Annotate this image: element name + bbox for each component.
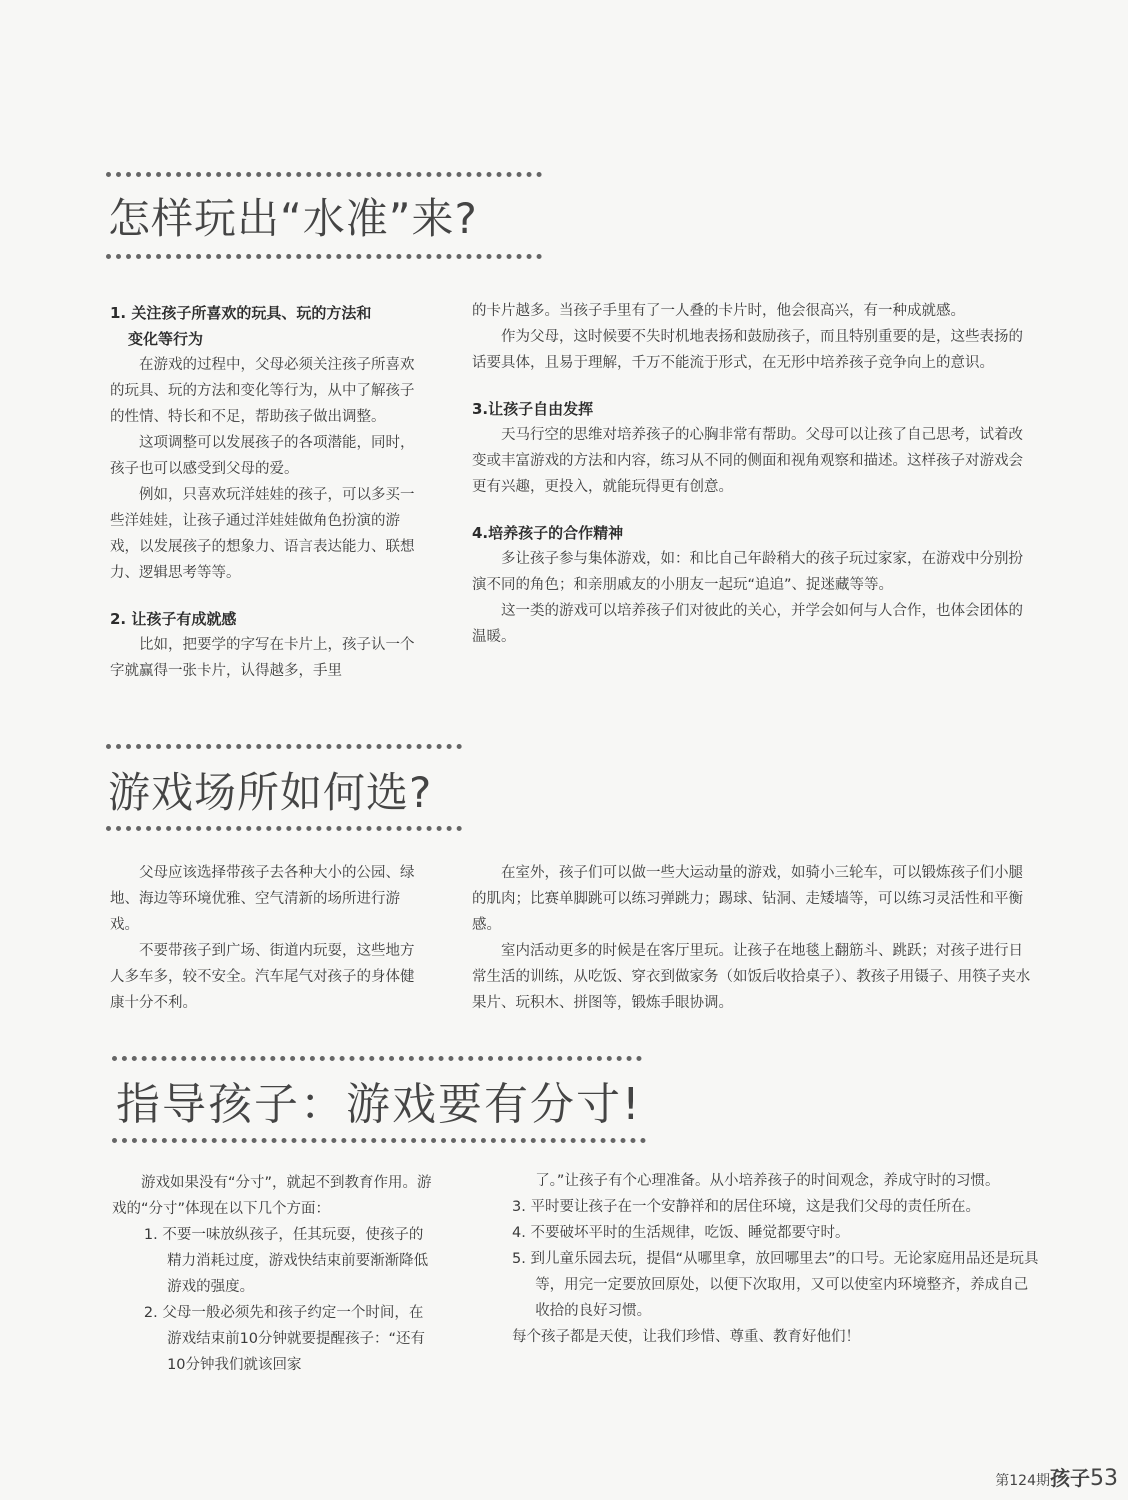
section1-left-column bbox=[110, 300, 426, 684]
closing-line: 每个孩子都是天使，让我们珍惜、尊重、教育好他们！ bbox=[512, 1329, 860, 1345]
subheading-achievement: 2. 让孩子有成就感 bbox=[110, 610, 237, 628]
list-item: 3. 平时要让孩子在一个安静祥和的居住环境，这是我们父母的责任所在。 bbox=[512, 1199, 980, 1215]
page-footer bbox=[995, 1462, 1118, 1491]
section-title-play-venue: 游戏场所如何选? bbox=[108, 768, 433, 817]
subheading-line: 变化等行为 bbox=[128, 330, 204, 348]
subheading-toys-and-behavior bbox=[110, 300, 426, 352]
paragraph: 父母应该选择带孩子去各种大小的公园、绿地、海边等环境优雅、空气清新的场所进行游戏。 bbox=[110, 865, 415, 933]
page-number: 53 bbox=[1090, 1466, 1118, 1491]
subheading-free-play: 3.让孩子自由发挥 bbox=[472, 400, 594, 418]
subheading-cooperation: 4.培养孩子的合作精神 bbox=[472, 524, 624, 542]
issue-number: 第124期 bbox=[995, 1473, 1050, 1489]
title-divider-top bbox=[106, 744, 462, 749]
paragraph: 作为父母，这时候要不失时机地表扬和鼓励孩子，而且特别重要的是，这些表扬的话要具体，且易于理解，千万不能流于形式，在无形中培养孩子竞争向上的意识。 bbox=[472, 329, 1023, 371]
subheading-line: 1. 关注孩子所喜欢的玩具、玩的方法和 bbox=[110, 304, 372, 322]
paragraph: 例如，只喜欢玩洋娃娃的孩子，可以多买一些洋娃娃，让孩子通过洋娃娃做角色扮演的游戏，以发展孩子的想象力、语言表达能力、联想力、逻辑思考等等。 bbox=[110, 487, 415, 581]
list-item: 4. 不要破坏平时的生活规律，吃饭、睡觉都要守时。 bbox=[512, 1225, 850, 1241]
paragraph: 室内活动更多的时候是在客厅里玩。让孩子在地毯上翻筋斗、跳跃；对孩子进行日常生活的训练，从吃饭、穿衣到做家务（如饭后收拾桌子）、教孩子用镊子、用筷子夹水果片、玩积木、拼图等，锻炼手眼协调。 bbox=[472, 943, 1031, 1011]
section3-right-column bbox=[512, 1168, 1040, 1350]
title-divider-top bbox=[106, 172, 542, 177]
list-item: 5. 到儿童乐园去玩，提倡“从哪里拿，放回哪里去”的口号。无论家庭用品还是玩具等，用完一定要放回原处，以便下次取用，又可以使室内环境整齐，养成自己收拾的良好习惯。 bbox=[512, 1251, 1039, 1319]
section-title-play-limits: 指导孩子：游戏要有分寸! bbox=[116, 1079, 642, 1130]
magazine-name: 孩子 bbox=[1050, 1466, 1090, 1490]
paragraph: 不要带孩子到广场、街道内玩耍，这些地方人多车多，较不安全。汽车尾气对孩子的身体健康十分不利。 bbox=[110, 943, 415, 1011]
section2-left-column bbox=[110, 860, 426, 1016]
list-item: 1. 不要一味放纵孩子，任其玩耍，使孩子的精力消耗过度，游戏快结束前要渐渐降低游戏的强度。 bbox=[143, 1227, 429, 1295]
title-divider-bottom bbox=[106, 254, 542, 259]
paragraph: 在室外，孩子们可以做一些大运动量的游戏，如骑小三轮车，可以锻炼孩子们小腿的肌肉；比赛单脚跳可以练习弹跳力；踢球、钻洞、走矮墙等，可以练习灵活性和平衡感。 bbox=[472, 865, 1023, 933]
title-divider-bottom bbox=[112, 1138, 646, 1143]
title-divider-bottom bbox=[106, 826, 462, 831]
section3-left-column bbox=[112, 1170, 432, 1378]
guideline-list-continued bbox=[512, 1194, 1040, 1324]
paragraph: 的卡片越多。当孩子手里有了一人叠的卡片时，他会很高兴，有一种成就感。 bbox=[472, 303, 965, 319]
guideline-list bbox=[112, 1222, 432, 1378]
section-title-play-quality: 怎样玩出“水准”来? bbox=[108, 194, 478, 243]
list-item: 2. 父母一般必须先和孩子约定一个时间，在游戏结束前10分钟就要提醒孩子：“还有10分钟我们就该回家 bbox=[143, 1305, 426, 1373]
paragraph: 这一类的游戏可以培养孩子们对彼此的关心，并学会如何与人合作，也体会团体的温暖。 bbox=[472, 603, 1023, 645]
section1-right-column bbox=[472, 298, 1032, 650]
paragraph: 在游戏的过程中，父母必须关注孩子所喜欢的玩具、玩的方法和变化等行为，从中了解孩子的性情、特长和不足，帮助孩子做出调整。 bbox=[110, 357, 415, 425]
paragraph: 这项调整可以发展孩子的各项潜能，同时，孩子也可以感受到父母的爱。 bbox=[110, 435, 415, 477]
paragraph: 了。”让孩子有个心理准备。从小培养孩子的时间观念，养成守时的习惯。 bbox=[535, 1173, 1000, 1189]
paragraph: 天马行空的思维对培养孩子的心胸非常有帮助。父母可以让孩了自己思考，试着改变或丰富游戏的方法和内容，练习从不同的侧面和视角观察和描述。这样孩子对游戏会更有兴趣，更投入，就能玩得更有创意。 bbox=[472, 427, 1023, 495]
paragraph: 多让孩子参与集体游戏，如：和比自己年龄稍大的孩子玩过家家，在游戏中分别扮演不同的角色；和亲朋戚友的小朋友一起玩“追追”、捉迷藏等等。 bbox=[472, 551, 1023, 593]
title-divider-top bbox=[112, 1056, 642, 1061]
paragraph: 比如，把要学的字写在卡片上，孩子认一个字就赢得一张卡片，认得越多，手里 bbox=[110, 637, 415, 679]
paragraph: 游戏如果没有“分寸”，就起不到教育作用。游戏的“分寸”体现在以下几个方面： bbox=[112, 1175, 432, 1217]
section2-right-column bbox=[472, 860, 1032, 1016]
